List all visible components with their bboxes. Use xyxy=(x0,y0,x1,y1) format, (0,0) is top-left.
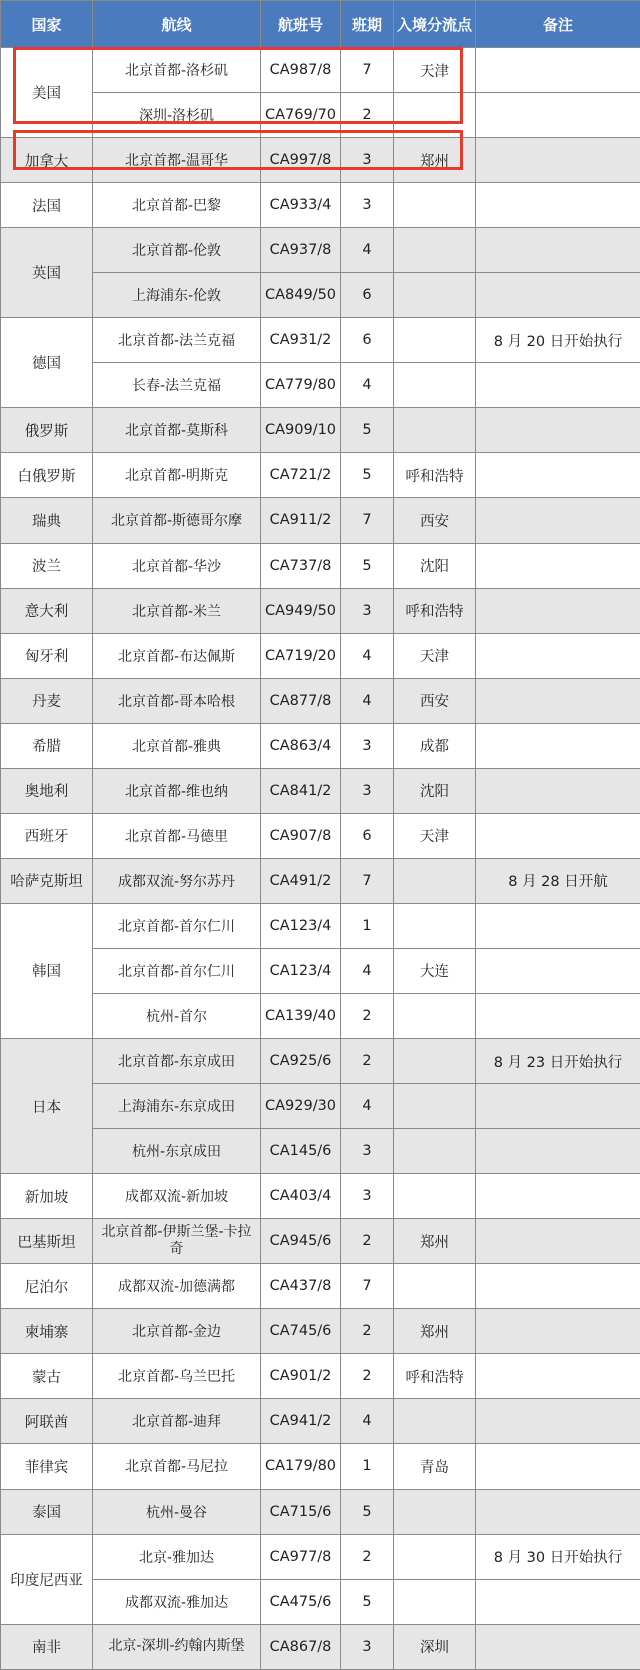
remarks-cell xyxy=(476,1579,640,1624)
route-cell: 北京-深圳-约翰内斯堡 xyxy=(93,1624,261,1669)
table-row xyxy=(1,588,640,633)
frequency-cell: 3 xyxy=(341,588,394,633)
route-cell: 北京首都-华沙 xyxy=(93,543,261,588)
flight-number-cell: CA145/6 xyxy=(261,1129,341,1174)
route-cell: 北京首都-首尔仁川 xyxy=(93,948,261,993)
route-cell: 北京首都-温哥华 xyxy=(93,138,261,183)
flight-number-cell: CA931/2 xyxy=(261,318,341,363)
frequency-cell: 4 xyxy=(341,678,394,723)
table-row xyxy=(1,138,640,183)
country-cell: 法国 xyxy=(1,183,93,228)
frequency-cell: 7 xyxy=(341,1264,394,1309)
frequency-cell: 7 xyxy=(341,48,394,93)
frequency-cell: 2 xyxy=(341,1219,394,1264)
table-row xyxy=(1,1579,640,1624)
flight-number-cell: CA941/2 xyxy=(261,1399,341,1444)
table-row xyxy=(1,93,640,138)
header-frequency: 班期 xyxy=(341,1,394,48)
frequency-cell: 5 xyxy=(341,1579,394,1624)
frequency-cell: 5 xyxy=(341,543,394,588)
header-country: 国家 xyxy=(1,1,93,48)
route-cell: 北京首都-乌兰巴托 xyxy=(93,1354,261,1399)
table-row xyxy=(1,1174,640,1219)
entry-point-cell xyxy=(394,318,476,363)
route-cell: 北京首都-伊斯兰堡-卡拉奇 xyxy=(93,1219,261,1264)
remarks-cell xyxy=(476,1129,640,1174)
flight-number-cell: CA849/50 xyxy=(261,273,341,318)
table-row xyxy=(1,1309,640,1354)
header-row xyxy=(1,1,640,48)
frequency-cell: 2 xyxy=(341,1354,394,1399)
route-cell: 北京首都-首尔仁川 xyxy=(93,903,261,948)
country-cell: 蒙古 xyxy=(1,1354,93,1399)
frequency-cell: 7 xyxy=(341,498,394,543)
table-row xyxy=(1,48,640,93)
flight-number-cell: CA769/70 xyxy=(261,93,341,138)
header-entry-point: 入境分流点 xyxy=(394,1,476,48)
frequency-cell: 4 xyxy=(341,228,394,273)
table-row xyxy=(1,1129,640,1174)
country-cell: 南非 xyxy=(1,1624,93,1669)
header-flight-number: 航班号 xyxy=(261,1,341,48)
remarks-cell xyxy=(476,543,640,588)
entry-point-cell: 天津 xyxy=(394,633,476,678)
remarks-cell xyxy=(476,93,640,138)
flight-number-cell: CA475/6 xyxy=(261,1579,341,1624)
remarks-cell xyxy=(476,1219,640,1264)
remarks-cell xyxy=(476,48,640,93)
entry-point-cell: 深圳 xyxy=(394,1624,476,1669)
remarks-cell xyxy=(476,768,640,813)
entry-point-cell: 呼和浩特 xyxy=(394,1354,476,1399)
frequency-cell: 3 xyxy=(341,138,394,183)
flight-number-cell: CA867/8 xyxy=(261,1624,341,1669)
table-row xyxy=(1,1624,640,1669)
remarks-cell xyxy=(476,1489,640,1534)
entry-point-cell xyxy=(394,363,476,408)
table-row xyxy=(1,1354,640,1399)
entry-point-cell xyxy=(394,1399,476,1444)
table-row xyxy=(1,1219,640,1264)
flight-number-cell: CA123/4 xyxy=(261,903,341,948)
route-cell: 北京首都-金边 xyxy=(93,1309,261,1354)
frequency-cell: 1 xyxy=(341,903,394,948)
entry-point-cell: 郑州 xyxy=(394,1309,476,1354)
entry-point-cell xyxy=(394,993,476,1038)
remarks-cell xyxy=(476,1174,640,1219)
country-cell: 波兰 xyxy=(1,543,93,588)
flight-number-cell: CA925/6 xyxy=(261,1039,341,1084)
flight-number-cell: CA139/40 xyxy=(261,993,341,1038)
table-row xyxy=(1,1444,640,1489)
entry-point-cell: 天津 xyxy=(394,813,476,858)
entry-point-cell xyxy=(394,93,476,138)
remarks-cell xyxy=(476,138,640,183)
table-row xyxy=(1,318,640,363)
route-cell: 北京首都-法兰克福 xyxy=(93,318,261,363)
country-cell: 俄罗斯 xyxy=(1,408,93,453)
frequency-cell: 3 xyxy=(341,1129,394,1174)
entry-point-cell: 西安 xyxy=(394,498,476,543)
table-row xyxy=(1,903,640,948)
country-cell: 意大利 xyxy=(1,588,93,633)
country-cell: 印度尼西亚 xyxy=(1,1534,93,1624)
country-cell: 英国 xyxy=(1,228,93,318)
flight-number-cell: CA987/8 xyxy=(261,48,341,93)
frequency-cell: 5 xyxy=(341,453,394,498)
entry-point-cell xyxy=(394,1264,476,1309)
table-body xyxy=(1,48,640,1670)
remarks-cell xyxy=(476,948,640,993)
route-cell: 北京首都-雅典 xyxy=(93,723,261,768)
table-row xyxy=(1,228,640,273)
remarks-cell xyxy=(476,1084,640,1129)
remarks-cell xyxy=(476,363,640,408)
entry-point-cell xyxy=(394,1579,476,1624)
remarks-cell: 8 月 23 日开始执行 xyxy=(476,1039,640,1084)
route-cell: 北京首都-布达佩斯 xyxy=(93,633,261,678)
frequency-cell: 5 xyxy=(341,408,394,453)
route-cell: 北京首都-哥本哈根 xyxy=(93,678,261,723)
flight-number-cell: CA909/10 xyxy=(261,408,341,453)
table-row xyxy=(1,498,640,543)
country-cell: 西班牙 xyxy=(1,813,93,858)
entry-point-cell xyxy=(394,1489,476,1534)
frequency-cell: 3 xyxy=(341,1624,394,1669)
frequency-cell: 7 xyxy=(341,858,394,903)
table-row xyxy=(1,453,640,498)
remarks-cell xyxy=(476,183,640,228)
table-row xyxy=(1,633,640,678)
frequency-cell: 6 xyxy=(341,318,394,363)
flight-number-cell: CA901/2 xyxy=(261,1354,341,1399)
flight-number-cell: CA907/8 xyxy=(261,813,341,858)
country-cell: 韩国 xyxy=(1,903,93,1038)
remarks-cell xyxy=(476,813,640,858)
flight-number-cell: CA949/50 xyxy=(261,588,341,633)
remarks-cell xyxy=(476,498,640,543)
entry-point-cell xyxy=(394,1129,476,1174)
flight-number-cell: CA491/2 xyxy=(261,858,341,903)
route-cell: 成都双流-努尔苏丹 xyxy=(93,858,261,903)
frequency-cell: 3 xyxy=(341,768,394,813)
entry-point-cell: 呼和浩特 xyxy=(394,588,476,633)
flight-number-cell: CA737/8 xyxy=(261,543,341,588)
country-cell: 奥地利 xyxy=(1,768,93,813)
frequency-cell: 1 xyxy=(341,1444,394,1489)
route-cell: 上海浦东-东京成田 xyxy=(93,1084,261,1129)
table-row xyxy=(1,1534,640,1579)
remarks-cell xyxy=(476,408,640,453)
remarks-cell xyxy=(476,273,640,318)
entry-point-cell xyxy=(394,1039,476,1084)
country-cell: 希腊 xyxy=(1,723,93,768)
entry-point-cell: 郑州 xyxy=(394,1219,476,1264)
flight-number-cell: CA721/2 xyxy=(261,453,341,498)
remarks-cell xyxy=(476,228,640,273)
remarks-cell: 8 月 20 日开始执行 xyxy=(476,318,640,363)
table-row xyxy=(1,1399,640,1444)
route-cell: 长春-法兰克福 xyxy=(93,363,261,408)
remarks-cell xyxy=(476,1399,640,1444)
table-row xyxy=(1,273,640,318)
route-cell: 北京首都-东京成田 xyxy=(93,1039,261,1084)
flight-number-cell: CA911/2 xyxy=(261,498,341,543)
country-cell: 尼泊尔 xyxy=(1,1264,93,1309)
frequency-cell: 2 xyxy=(341,1039,394,1084)
remarks-cell xyxy=(476,1264,640,1309)
table-row xyxy=(1,993,640,1038)
route-cell: 北京首都-迪拜 xyxy=(93,1399,261,1444)
flight-number-cell: CA779/80 xyxy=(261,363,341,408)
entry-point-cell xyxy=(394,183,476,228)
flight-number-cell: CA841/2 xyxy=(261,768,341,813)
remarks-cell xyxy=(476,723,640,768)
table-row xyxy=(1,1039,640,1084)
flight-number-cell: CA403/4 xyxy=(261,1174,341,1219)
entry-point-cell xyxy=(394,858,476,903)
flight-number-cell: CA933/4 xyxy=(261,183,341,228)
flight-number-cell: CA937/8 xyxy=(261,228,341,273)
frequency-cell: 4 xyxy=(341,1399,394,1444)
route-cell: 杭州-东京成田 xyxy=(93,1129,261,1174)
route-cell: 北京首都-马德里 xyxy=(93,813,261,858)
table-row xyxy=(1,408,640,453)
country-cell: 泰国 xyxy=(1,1489,93,1534)
entry-point-cell xyxy=(394,1084,476,1129)
route-cell: 北京首都-洛杉矶 xyxy=(93,48,261,93)
flight-number-cell: CA997/8 xyxy=(261,138,341,183)
entry-point-cell: 沈阳 xyxy=(394,543,476,588)
table-row xyxy=(1,948,640,993)
frequency-cell: 5 xyxy=(341,1489,394,1534)
country-cell: 白俄罗斯 xyxy=(1,453,93,498)
country-cell: 美国 xyxy=(1,48,93,138)
frequency-cell: 2 xyxy=(341,93,394,138)
table-row xyxy=(1,723,640,768)
remarks-cell xyxy=(476,903,640,948)
frequency-cell: 3 xyxy=(341,723,394,768)
country-cell: 加拿大 xyxy=(1,138,93,183)
table-row xyxy=(1,1489,640,1534)
route-cell: 成都双流-新加坡 xyxy=(93,1174,261,1219)
frequency-cell: 2 xyxy=(341,993,394,1038)
country-cell: 菲律宾 xyxy=(1,1444,93,1489)
route-cell: 上海浦东-伦敦 xyxy=(93,273,261,318)
flight-number-cell: CA877/8 xyxy=(261,678,341,723)
frequency-cell: 2 xyxy=(341,1534,394,1579)
entry-point-cell: 郑州 xyxy=(394,138,476,183)
country-cell: 匈牙利 xyxy=(1,633,93,678)
route-cell: 杭州-曼谷 xyxy=(93,1489,261,1534)
table-row xyxy=(1,363,640,408)
route-cell: 成都双流-雅加达 xyxy=(93,1579,261,1624)
frequency-cell: 2 xyxy=(341,1309,394,1354)
frequency-cell: 6 xyxy=(341,813,394,858)
remarks-cell xyxy=(476,1444,640,1489)
flight-number-cell: CA719/20 xyxy=(261,633,341,678)
route-cell: 北京首都-维也纳 xyxy=(93,768,261,813)
flight-number-cell: CA977/8 xyxy=(261,1534,341,1579)
frequency-cell: 4 xyxy=(341,1084,394,1129)
remarks-cell xyxy=(476,453,640,498)
flight-number-cell: CA863/4 xyxy=(261,723,341,768)
remarks-cell: 8 月 30 日开始执行 xyxy=(476,1534,640,1579)
route-cell: 杭州-首尔 xyxy=(93,993,261,1038)
flight-number-cell: CA437/8 xyxy=(261,1264,341,1309)
flight-number-cell: CA945/6 xyxy=(261,1219,341,1264)
frequency-cell: 3 xyxy=(341,1174,394,1219)
remarks-cell xyxy=(476,1624,640,1669)
country-cell: 哈萨克斯坦 xyxy=(1,858,93,903)
country-cell: 阿联酋 xyxy=(1,1399,93,1444)
route-cell: 北京首都-明斯克 xyxy=(93,453,261,498)
country-cell: 德国 xyxy=(1,318,93,408)
frequency-cell: 4 xyxy=(341,363,394,408)
table-row xyxy=(1,1264,640,1309)
remarks-cell xyxy=(476,588,640,633)
entry-point-cell: 呼和浩特 xyxy=(394,453,476,498)
frequency-cell: 3 xyxy=(341,183,394,228)
country-cell: 柬埔寨 xyxy=(1,1309,93,1354)
table-row xyxy=(1,813,640,858)
entry-point-cell xyxy=(394,903,476,948)
remarks-cell xyxy=(476,1354,640,1399)
entry-point-cell xyxy=(394,1174,476,1219)
entry-point-cell xyxy=(394,273,476,318)
flight-number-cell: CA179/80 xyxy=(261,1444,341,1489)
flight-number-cell: CA715/6 xyxy=(261,1489,341,1534)
header-route: 航线 xyxy=(93,1,261,48)
table-row xyxy=(1,183,640,228)
flight-number-cell: CA929/30 xyxy=(261,1084,341,1129)
flight-number-cell: CA745/6 xyxy=(261,1309,341,1354)
entry-point-cell xyxy=(394,1534,476,1579)
country-cell: 巴基斯坦 xyxy=(1,1219,93,1264)
table-row xyxy=(1,858,640,903)
route-cell: 北京-雅加达 xyxy=(93,1534,261,1579)
entry-point-cell: 天津 xyxy=(394,48,476,93)
entry-point-cell xyxy=(394,408,476,453)
remarks-cell xyxy=(476,678,640,723)
route-cell: 北京首都-莫斯科 xyxy=(93,408,261,453)
route-cell: 北京首都-马尼拉 xyxy=(93,1444,261,1489)
route-cell: 北京首都-斯德哥尔摩 xyxy=(93,498,261,543)
table-row xyxy=(1,768,640,813)
entry-point-cell: 大连 xyxy=(394,948,476,993)
entry-point-cell: 成都 xyxy=(394,723,476,768)
route-cell: 深圳-洛杉矶 xyxy=(93,93,261,138)
table-row xyxy=(1,1084,640,1129)
header-remarks: 备注 xyxy=(476,1,640,48)
flight-number-cell: CA123/4 xyxy=(261,948,341,993)
remarks-cell xyxy=(476,1309,640,1354)
country-cell: 瑞典 xyxy=(1,498,93,543)
frequency-cell: 4 xyxy=(341,633,394,678)
entry-point-cell: 青岛 xyxy=(394,1444,476,1489)
entry-point-cell xyxy=(394,228,476,273)
table-row xyxy=(1,678,640,723)
entry-point-cell: 西安 xyxy=(394,678,476,723)
remarks-cell xyxy=(476,633,640,678)
route-cell: 北京首都-伦敦 xyxy=(93,228,261,273)
country-cell: 新加坡 xyxy=(1,1174,93,1219)
route-cell: 北京首都-巴黎 xyxy=(93,183,261,228)
route-cell: 北京首都-米兰 xyxy=(93,588,261,633)
remarks-cell xyxy=(476,993,640,1038)
entry-point-cell: 沈阳 xyxy=(394,768,476,813)
route-cell: 成都双流-加德满都 xyxy=(93,1264,261,1309)
table-row xyxy=(1,543,640,588)
remarks-cell: 8 月 28 日开航 xyxy=(476,858,640,903)
country-cell: 丹麦 xyxy=(1,678,93,723)
frequency-cell: 4 xyxy=(341,948,394,993)
country-cell: 日本 xyxy=(1,1039,93,1174)
frequency-cell: 6 xyxy=(341,273,394,318)
